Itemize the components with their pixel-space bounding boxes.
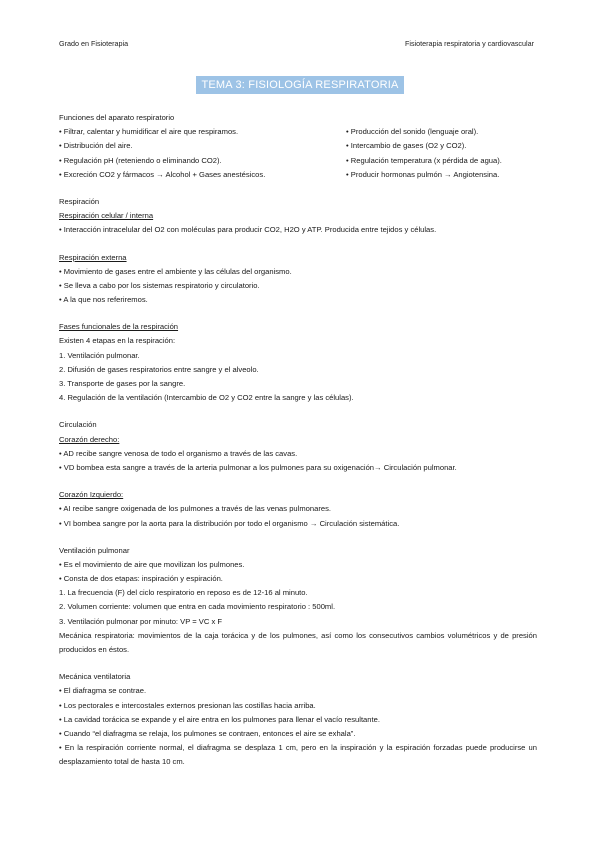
list-item: • Intercambio de gases (O2 y CO2). xyxy=(346,141,467,151)
list-item: • Producir hormonas pulmón → Angiotensina. xyxy=(346,169,500,179)
header-right: Fisioterapia respiratoria y cardiovascular xyxy=(404,39,534,48)
list-item: 1. Ventilación pulmonar. xyxy=(59,350,140,360)
list-item: 3. Transporte de gases por la sangre. xyxy=(59,379,186,388)
list-item: • Distribución del aire. xyxy=(59,141,133,151)
section-heading-funciones: Funciones del aparato respiratorio xyxy=(59,113,175,122)
list-item: 2. Difusión de gases respiratorios entre sangre y el alveolo. xyxy=(59,364,259,374)
list-item: • Cuando “el diafragma se relaja, los pulmones se contraen, entonces el aire se exhala”. xyxy=(59,728,356,738)
list-item: • A la que nos referiremos. xyxy=(59,295,148,305)
list-item: • Los pectorales e intercostales externos presionan las costillas hacia arriba. xyxy=(59,700,316,710)
list-item: • Filtrar, calentar y humidificar el aire que respiramos. xyxy=(59,127,239,137)
list-item: • Interacción intracelular del O2 con moléculas para producir CO2, H2O y ATP. Producida entre tejidos y células. xyxy=(59,225,437,235)
list-item: • Consta de dos etapas: inspiración y espiración. xyxy=(59,574,223,584)
list-item: • Excreción CO2 y fármacos → Alcohol + Gases anestésicos. xyxy=(59,169,266,179)
list-item: • Regulación temperatura (x pérdida de agua). xyxy=(346,155,502,165)
subheading-corazon-derecho: Corazón derecho: xyxy=(59,434,120,444)
list-item: • La cavidad torácica se expande y el aire entra en los pulmones para llenar el vacío resultante. xyxy=(59,714,380,724)
list-item: • VD bombea esta sangre a través de la arteria pulmonar a los pulmones para su oxigenación→ Circulación pulmonar. xyxy=(59,462,457,472)
section-heading-circulacion: Circulación xyxy=(59,420,97,430)
subheading-externa: Respiración externa xyxy=(59,252,127,262)
list-item: • Es el movimiento de aire que movilizan los pulmones. xyxy=(59,559,245,569)
list-item: • Movimiento de gases entre el ambiente y las células del organismo. xyxy=(59,266,292,276)
list-item: • VI bombea sangre por la aorta para la distribución por todo el organismo → Circulación sistemática. xyxy=(59,518,400,528)
list-item: • El diafragma se contrae. xyxy=(59,686,147,696)
funciones-left-column xyxy=(59,125,346,182)
header-left: Grado en Fisioterapia xyxy=(59,39,129,48)
fases-intro: Existen 4 etapas en la respiración: xyxy=(59,336,176,346)
list-item: • AD recibe sangre venosa de todo el organismo a través de las cavas. xyxy=(59,448,298,458)
document-body xyxy=(59,111,537,770)
subheading-celular: Respiración celular / interna xyxy=(59,211,154,221)
subheading-corazon-izquierdo: Corazón Izquierdo: xyxy=(59,490,124,500)
paragraph-diafragma: • En la respiración corriente normal, el diafragma se desplaza 1 cm, pero en la inspiración y la espiración forzadas puede producirse un desplazamiento total de hasta 10 cm. xyxy=(59,743,537,767)
section-heading-respiracion: Respiración xyxy=(59,196,100,206)
list-item: • Se lleva a cabo por los sistemas respiratorio y circulatorio. xyxy=(59,280,260,290)
subheading-fases: Fases funcionales de la respiración xyxy=(59,322,179,332)
list-item: • Producción del sonido (lenguaje oral). xyxy=(346,127,479,137)
list-item: • Regulación pH (reteniendo o eliminando CO2). xyxy=(59,155,222,165)
section-heading-ventilacion: Ventilación pulmonar xyxy=(59,545,130,555)
page-title: TEMA 3: FISIOLOGÍA RESPIRATORIA xyxy=(196,76,404,94)
list-item: • AI recibe sangre oxigenada de los pulmones a través de las venas pulmonares. xyxy=(59,504,331,514)
paragraph-mecanica-respiratoria: Mecánica respiratoria: movimientos de la caja torácica y de los pulmones, así como los consecutivos cambios volumétricos y de presión producidos en éstos. xyxy=(59,630,537,655)
list-item: 4. Regulación de la ventilación (Intercambio de O2 y CO2 entre la sangre y las células). xyxy=(59,393,354,403)
list-item: 1. La frecuencia (F) del ciclo respiratorio en reposo es de 12-16 al minuto. xyxy=(59,588,308,598)
funciones-right-column xyxy=(346,125,537,182)
section-heading-mecanica: Mecánica ventilatoria xyxy=(59,672,131,682)
list-item: 3. Ventilación pulmonar por minuto: VP = VC x F xyxy=(59,616,222,626)
funciones-columns xyxy=(59,125,537,182)
list-item: 2. Volumen corriente: volumen que entra en cada movimiento respiratorio : 500ml. xyxy=(59,602,336,612)
